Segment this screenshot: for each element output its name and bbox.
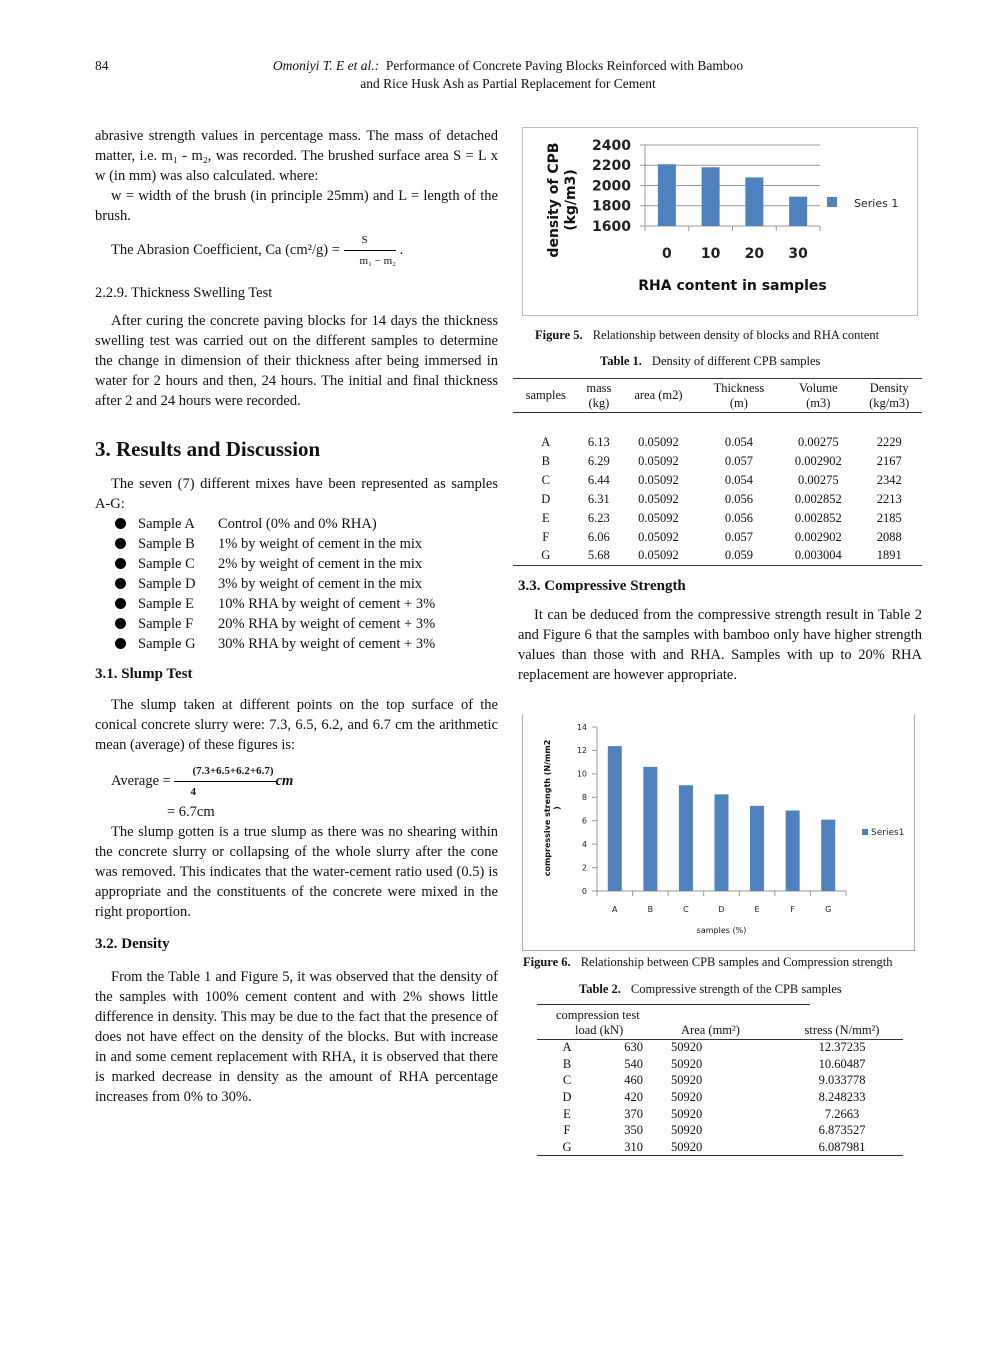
bar bbox=[702, 167, 720, 226]
table-cell: E bbox=[541, 510, 550, 525]
sample-label: Sample E bbox=[138, 596, 194, 612]
sample-label: Sample D bbox=[138, 576, 196, 592]
column-header: Volume (m3) bbox=[798, 380, 838, 410]
figure-6-chart bbox=[0, 700, 993, 955]
right-text bbox=[518, 578, 922, 685]
table-row bbox=[513, 528, 922, 547]
bullet-icon bbox=[115, 598, 126, 609]
y-tick-label: 12 bbox=[576, 746, 587, 756]
section-heading-3: 3. Results and Discussion bbox=[95, 437, 321, 461]
sample-description: 1% by weight of cement in the mix bbox=[218, 536, 423, 552]
table-cell: 50920 bbox=[671, 1073, 703, 1088]
bar bbox=[786, 811, 800, 891]
y-axis-title: (kg/m3) bbox=[562, 169, 579, 231]
table-cell: 0.002852 bbox=[794, 510, 842, 525]
column-header: area (m2) bbox=[634, 388, 683, 402]
table-cell: 2088 bbox=[876, 529, 902, 544]
y-tick-label: 14 bbox=[576, 722, 587, 732]
table-row bbox=[537, 1089, 903, 1106]
y-tick-label: 10 bbox=[576, 769, 587, 779]
table-cell: 6.44 bbox=[587, 472, 610, 487]
sample-description: 10% RHA by weight of cement + 3% bbox=[218, 596, 436, 612]
numerator: S bbox=[344, 230, 397, 251]
paragraph: w = width of the brush (in principle 25mm) and L = length of the brush. bbox=[95, 188, 498, 224]
table-cell: 50920 bbox=[671, 1139, 703, 1154]
table-header-row bbox=[513, 379, 922, 413]
x-tick-label: A bbox=[612, 905, 618, 914]
x-tick-label: C bbox=[683, 905, 689, 914]
paragraph: abrasive strength values in percentage mass. The mass of detached matter, i.e. m₁ - m₂, was recorded. The brushed surface area S = L x w (in mm) was also calculated. where: bbox=[95, 128, 498, 184]
table-cell: G bbox=[562, 1139, 572, 1154]
sample-list bbox=[95, 514, 498, 654]
legend-label: Series 1 bbox=[854, 197, 899, 210]
x-axis-title: samples (%) bbox=[696, 926, 747, 935]
caption-label: Figure 6. bbox=[523, 955, 571, 969]
bar bbox=[821, 820, 835, 891]
table-row bbox=[537, 1139, 903, 1156]
table-cell: G bbox=[541, 548, 551, 563]
paragraph: After curing the concrete paving blocks for 14 days the thickness swelling test was carried out on the different samples to determine the change in dimension of their thickness after being immersed in water for 2 hours and then, 24 hours. The initial and final thickness after 2 and 24 hours were recorded. bbox=[95, 313, 498, 409]
table-2 bbox=[537, 1007, 903, 1156]
x-tick-label: 20 bbox=[744, 246, 765, 262]
y-tick-label: 2000 bbox=[592, 178, 631, 195]
table-cell: 50920 bbox=[671, 1123, 703, 1138]
caption-text: Compressive strength of the CPB samples bbox=[630, 982, 842, 996]
table-cell: D bbox=[562, 1089, 572, 1104]
table-cell: 2213 bbox=[876, 491, 902, 506]
sample-label: Sample A bbox=[138, 516, 195, 532]
caption-text: Density of different CPB samples bbox=[651, 354, 821, 368]
figure-5-chart bbox=[0, 0, 993, 330]
table-cell: D bbox=[541, 491, 551, 506]
sample-label: Sample G bbox=[138, 636, 196, 652]
table-row bbox=[513, 471, 922, 490]
table-cell: 50920 bbox=[671, 1106, 703, 1121]
y-axis-title: compressive strength (N/mm2 bbox=[543, 739, 552, 877]
header-title-1: Performance of Concrete Paving Blocks Reinforced with Bamboo bbox=[385, 58, 744, 73]
table-row bbox=[537, 1106, 903, 1123]
table-cell: 6.29 bbox=[587, 453, 610, 468]
legend-swatch bbox=[827, 197, 837, 207]
bullet-icon bbox=[115, 558, 126, 569]
table-header-row bbox=[537, 1023, 903, 1039]
unit: cm bbox=[275, 772, 294, 789]
caption-label: Figure 5. bbox=[535, 328, 583, 342]
table-cell: 0.054 bbox=[724, 472, 753, 487]
bar bbox=[643, 767, 657, 891]
y-tick-label: 0 bbox=[581, 886, 587, 896]
table-row bbox=[513, 509, 922, 528]
table-cell: F bbox=[542, 529, 550, 544]
table-row bbox=[513, 547, 922, 566]
page-number: 84 bbox=[95, 58, 109, 73]
table-cell: 6.31 bbox=[587, 491, 610, 506]
paragraph: The seven (7) different mixes have been represented as samples A-G: bbox=[95, 476, 498, 512]
table-cell: 0.05092 bbox=[638, 491, 679, 506]
caption-label: Table 1. bbox=[600, 354, 642, 368]
table-cell: 2185 bbox=[876, 510, 902, 525]
table-cell: A bbox=[541, 434, 551, 449]
table-cell: 370 bbox=[624, 1106, 643, 1121]
table-1 bbox=[513, 378, 922, 566]
legend-label: Series1 bbox=[871, 828, 905, 838]
paragraph: The slump taken at different points on the top surface of the conical concrete slurry were: 7.3, 6.5, 6.2, and 6.7 cm the arithmetic mean (average) of these figures is: bbox=[95, 697, 498, 753]
sample-description: 2% by weight of cement in the mix bbox=[218, 556, 423, 572]
x-tick-label: 0 bbox=[662, 246, 672, 262]
table-cell: 0.00275 bbox=[797, 472, 839, 487]
table-cell: 460 bbox=[624, 1073, 643, 1088]
table-cell: 50920 bbox=[671, 1040, 703, 1055]
column-header: stress (N/mm²) bbox=[804, 1023, 880, 1038]
table-2-caption bbox=[579, 982, 842, 997]
bar bbox=[745, 177, 763, 226]
table-row bbox=[513, 490, 922, 509]
caption-text: Relationship between CPB samples and Compression strength bbox=[580, 955, 893, 969]
table-cell: 0.059 bbox=[724, 548, 753, 563]
table-cell: 50920 bbox=[671, 1089, 703, 1104]
sample-description: 30% RHA by weight of cement + 3% bbox=[218, 636, 436, 652]
y-axis-title: density of CPB bbox=[546, 142, 562, 258]
legend-swatch bbox=[862, 829, 868, 835]
sample-list-item bbox=[95, 554, 498, 574]
table-cell: 9.033778 bbox=[818, 1073, 866, 1088]
table-cell: 630 bbox=[624, 1040, 643, 1055]
table-row bbox=[513, 433, 922, 452]
sample-label: Sample C bbox=[138, 556, 195, 572]
sample-description: 20% RHA by weight of cement + 3% bbox=[218, 616, 436, 632]
table-cell: B bbox=[562, 1056, 572, 1071]
table-cell: 0.002902 bbox=[794, 453, 842, 468]
table-cell: 310 bbox=[624, 1139, 643, 1154]
table-cell: 6.23 bbox=[587, 510, 610, 525]
table-cell: 0.002902 bbox=[794, 529, 842, 544]
table-header-row bbox=[537, 1007, 903, 1023]
table-cell: 0.05092 bbox=[638, 472, 679, 487]
table-cell: 6.087981 bbox=[818, 1139, 866, 1154]
bar bbox=[715, 794, 729, 891]
column-header: Area (mm²) bbox=[681, 1023, 740, 1038]
section-heading-2-2-9: 2.2.9. Thickness Swelling Test bbox=[95, 285, 273, 301]
y-tick-label: 8 bbox=[581, 793, 587, 803]
paragraph: It can be deduced from the compressive strength result in Table 2 and Figure 6 that the samples with bamboo only have higher strength values than those with and RHA. Samples with up to 20% RHA replacement are however appropriate. bbox=[518, 607, 922, 683]
denominator: 4 bbox=[190, 786, 196, 798]
section-heading-3-3: 3.3. Compressive Strength bbox=[518, 578, 686, 594]
abrasion-formula: The Abrasion Coefficient, Ca (cm²/g) = $\frac{S}{\text{m₁ − m₂}}$ . bbox=[95, 230, 498, 271]
caption-text: Relationship between density of blocks and RHA content bbox=[592, 328, 880, 342]
y-tick-label: 6 bbox=[581, 816, 587, 826]
bullet-icon bbox=[115, 578, 126, 589]
table-cell: 12.37235 bbox=[818, 1040, 866, 1055]
denominator: m₁ − m₂ bbox=[359, 255, 397, 267]
column-header: samples bbox=[525, 388, 566, 402]
numerator: (7.3+6.5+6.2+6.7) bbox=[174, 761, 275, 782]
x-axis-title: RHA content in samples bbox=[638, 278, 827, 294]
y-tick-label: 4 bbox=[581, 839, 587, 849]
bullet-icon bbox=[115, 538, 126, 549]
table-cell: 0.05092 bbox=[638, 453, 679, 468]
table-cell: 50920 bbox=[671, 1056, 703, 1071]
table-cell: F bbox=[563, 1123, 571, 1138]
table-row bbox=[537, 1039, 903, 1056]
table-cell: 420 bbox=[624, 1089, 643, 1104]
table-cell: 10.60487 bbox=[818, 1056, 866, 1071]
sample-list-item bbox=[95, 514, 498, 534]
table-cell: 0.05092 bbox=[638, 510, 679, 525]
table-cell: 2229 bbox=[876, 434, 902, 449]
column-header: mass (kg) bbox=[586, 380, 612, 410]
table-cell: B bbox=[541, 453, 550, 468]
average-result: = 6.7cm bbox=[167, 804, 215, 820]
paragraph: From the Table 1 and Figure 5, it was observed that the density of the samples with 100% cement content and with 2% shows little difference in density. This may be due to the fact that the presence of does not have effect on the density of the blocks. But with increase in and some cement replacement with RHA, it is observed that there is marked decrease in density as the amount of RHA percentage increases from 0% to 30%. bbox=[95, 969, 498, 1105]
sample-label: Sample B bbox=[138, 536, 195, 552]
sample-label: Sample F bbox=[138, 616, 194, 632]
x-tick-label: F bbox=[790, 905, 795, 914]
sample-description: Control (0% and 0% RHA) bbox=[218, 516, 377, 532]
table-row bbox=[513, 452, 922, 471]
table-row bbox=[537, 1056, 903, 1073]
y-tick-label: 2200 bbox=[592, 158, 631, 175]
table-2-top-rule bbox=[537, 1004, 810, 1005]
header-title-2: and Rice Husk Ash as Partial Replacement for Cement bbox=[360, 76, 656, 91]
x-tick-label: 10 bbox=[700, 246, 721, 262]
table-cell: 1891 bbox=[876, 548, 902, 563]
table-cell: 6.873527 bbox=[818, 1123, 866, 1138]
table-cell: E bbox=[563, 1106, 571, 1121]
table-cell: 0.05092 bbox=[638, 529, 679, 544]
table-row bbox=[537, 1072, 903, 1089]
sample-list-item bbox=[95, 534, 498, 554]
table-cell: 0.002852 bbox=[794, 491, 842, 506]
sample-list-item bbox=[95, 594, 498, 614]
table-cell: 6.13 bbox=[587, 434, 610, 449]
y-tick-label: 1600 bbox=[592, 218, 631, 235]
section-heading-3-2: 3.2. Density bbox=[95, 936, 170, 952]
bar bbox=[679, 785, 693, 891]
x-tick-label: 30 bbox=[788, 246, 808, 262]
bar bbox=[750, 806, 764, 891]
caption-label: Table 2. bbox=[579, 982, 621, 996]
table-cell: 2342 bbox=[876, 472, 902, 487]
table-cell: 0.057 bbox=[724, 453, 753, 468]
table-cell: 0.05092 bbox=[638, 434, 679, 449]
bar bbox=[608, 746, 622, 891]
table-cell: 8.248233 bbox=[818, 1089, 866, 1104]
table-cell: 2167 bbox=[876, 453, 902, 468]
y-axis-title: ) bbox=[552, 806, 562, 810]
header-authors: Omoniyi T. E et al.: bbox=[272, 58, 380, 73]
bullet-icon bbox=[115, 518, 126, 529]
table-cell: 0.00275 bbox=[797, 434, 839, 449]
table-cell: C bbox=[562, 1073, 572, 1088]
table-cell: 5.68 bbox=[587, 548, 610, 563]
paragraph: The slump gotten is a true slump as there was no shearing within the concrete slurry or collapsing of the whole slurry after the cone was removed. This indicates that the water-cement ratio used (0.5) is appropriate and the constituents of the concrete were mixed in the right proportion. bbox=[95, 824, 498, 920]
table-1-caption bbox=[600, 354, 820, 369]
column-header: Thickness (m) bbox=[713, 380, 765, 410]
table-cell: 6.06 bbox=[587, 529, 610, 544]
sample-description: 3% by weight of cement in the mix bbox=[218, 576, 423, 592]
bar bbox=[789, 197, 807, 226]
table-cell: 0.056 bbox=[724, 510, 753, 525]
bullet-icon bbox=[115, 618, 126, 629]
figure-6-caption bbox=[523, 955, 892, 970]
figure-5-caption bbox=[535, 328, 879, 343]
table-cell: 0.054 bbox=[724, 434, 753, 449]
table-cell: 0.05092 bbox=[638, 548, 679, 563]
table-cell: 0.003004 bbox=[794, 548, 842, 563]
table-cell: 0.057 bbox=[724, 529, 753, 544]
bullet-icon bbox=[115, 638, 126, 649]
bar bbox=[658, 164, 676, 226]
column-header: load (kN) bbox=[575, 1023, 624, 1038]
formula-label: The Abrasion Coefficient, Ca (cm²/g) = bbox=[111, 241, 340, 258]
x-tick-label: D bbox=[718, 905, 725, 914]
formula-label: Average = bbox=[111, 772, 171, 789]
table-cell: A bbox=[562, 1040, 572, 1055]
x-tick-label: B bbox=[647, 905, 654, 914]
table-cell: 7.2663 bbox=[824, 1106, 860, 1121]
column-header: Density (kg/m3) bbox=[869, 380, 910, 410]
sample-list-item bbox=[95, 574, 498, 594]
column-group-header: compression test bbox=[556, 1007, 640, 1022]
section-heading-3-1: 3.1. Slump Test bbox=[95, 666, 193, 682]
x-tick-label: E bbox=[754, 905, 760, 914]
sample-list-item bbox=[95, 634, 498, 654]
y-tick-label: 2400 bbox=[592, 137, 631, 154]
table-cell: C bbox=[541, 472, 550, 487]
table-cell: 0.056 bbox=[724, 491, 753, 506]
table-cell: 350 bbox=[624, 1123, 643, 1138]
sample-list-item bbox=[95, 614, 498, 634]
table-cell: 540 bbox=[624, 1056, 643, 1071]
x-tick-label: G bbox=[825, 905, 832, 914]
y-tick-label: 2 bbox=[581, 863, 587, 873]
table-row bbox=[537, 1122, 903, 1139]
y-tick-label: 1800 bbox=[592, 198, 631, 215]
